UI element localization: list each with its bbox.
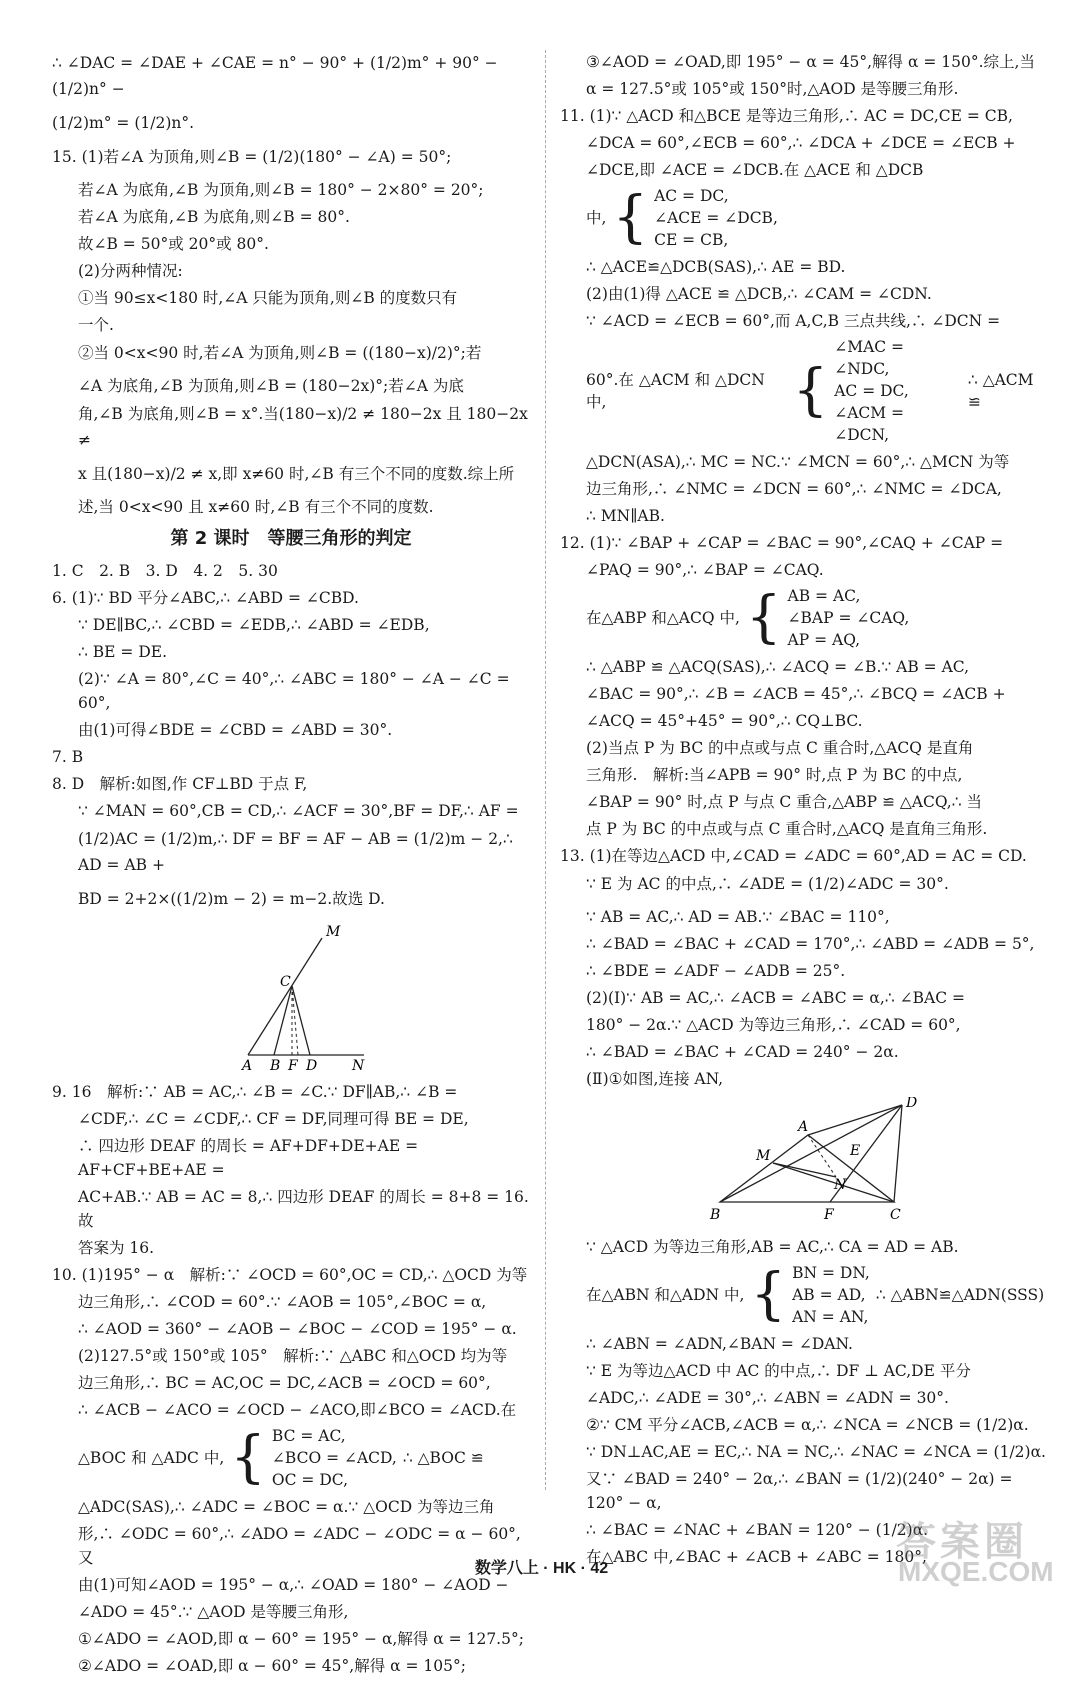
condition: AC = DC, (834, 382, 909, 400)
system-prefix: 60°.在 △ACM 和 △DCN 中, (586, 371, 765, 411)
right-block-1 (560, 50, 1050, 182)
text-line: ③∠AOD = ∠OAD,即 195° − α = 45°,解得 α = 150°.综上,当 (586, 53, 1035, 71)
text-line: △DCN(ASA),∴ MC = NC.∵ ∠MCN = 60°,∴ △MCN 为等 (586, 453, 1010, 471)
text-line: ∴ MN∥AB. (586, 507, 665, 525)
label-e: E (850, 1143, 861, 1159)
figure-angle-mcn (52, 920, 530, 1070)
text-line: ∵ ∠ACD = ∠ECB = 60°,而 A,C,B 三点共线,∴ ∠DCN = (586, 312, 1001, 330)
left-block-3 (52, 1080, 530, 1422)
text-line: (2)分两种情况: (78, 262, 183, 280)
right-block-4 (560, 655, 1050, 1091)
condition: AB = AC, (787, 587, 861, 605)
text-line: 边三角形,∴ BC = AC,OC = DC,∠ACB = ∠OCD = 60°, (78, 1374, 491, 1392)
text-line: 又∵ ∠BAD = 240° − 2α,∴ ∠BAN = (1/2)(240° − 2α) = 120° − α, (586, 1470, 1018, 1512)
text-line: ∴ 四边形 DEAF 的周长 = AF+DF+DE+AE = AF+CF+BE+AE = (78, 1137, 424, 1179)
label-n: N (352, 1058, 365, 1070)
text-line: 1. C 2. B 3. D 4. 2 5. 30 (52, 562, 278, 580)
equation-system-3 (560, 336, 1050, 446)
text-line: 8. D 解析:如图,作 CF⊥BD 于点 F, (52, 775, 308, 793)
condition: AN = AN, (792, 1308, 869, 1326)
text-line: △ADC(SAS),∴ ∠ADC = ∠BOC = α.∵ △OCD 为等边三角 (78, 1498, 495, 1516)
brace-icon: { (745, 585, 782, 650)
text-line: 10. (1)195° − α 解析:∵ ∠OCD = 60°,OC = CD,∴ △OCD 为等 (52, 1266, 528, 1284)
watermark-text: 答案圈 (896, 1519, 1028, 1565)
condition: OC = DC, (271, 1471, 348, 1489)
text-line: ∴ ∠DAC = ∠DAE + ∠CAE = n° − 90° + (1/2)m° + 90° − (1/2)n° − (52, 54, 503, 98)
text-line: 由(1)可得∠BDE = ∠CBD = ∠ABD = 30°. (78, 721, 393, 739)
text-line: 边三角形,∴ ∠COD = 60°.∵ ∠AOB = 105°,∠BOC = α, (78, 1293, 487, 1311)
text-line: (1/2)m° = (1/2)n°. (52, 114, 195, 132)
watermark-url: MXQE.COM (898, 1556, 1054, 1587)
column-divider (545, 50, 546, 1490)
text-line: ∠BAP = 90° 时,点 P 与点 C 重合,△ABP ≌ △ACQ,∴ 当 (586, 793, 982, 811)
brace-icon: { (230, 1425, 266, 1490)
text-line: 述,当 0<x<90 且 x≠60 时,∠B 有三个不同的度数. (78, 498, 434, 516)
label-d: D (306, 1058, 318, 1070)
text-line: ①∠ADO = ∠AOD,即 α − 60° = 195° − α,解得 α = 127.5°; (78, 1630, 524, 1648)
condition: CE = CB, (654, 231, 729, 249)
label-m: M (326, 924, 341, 940)
text-line: ∵ DN⊥AC,AE = EC,∴ NA = NC,∴ ∠NAC = ∠NCA = (1/2)α. (586, 1443, 1046, 1461)
text-line: 若∠A 为底角,∠B 为底角,则∠B = 80°. (78, 208, 350, 226)
text-line: ∴ ∠BAC = ∠NAC + ∠BAN = 120° − (1/2)α. (586, 1521, 929, 1539)
text-line: ②∵ CM 平分∠ACB,∠ACB = α,∴ ∠NCA = ∠NCB = (1/2)α. (586, 1416, 1029, 1434)
text-line: ∠A 为底角,∠B 为顶角,则∠B = (180−2x)°;若∠A 为底 (78, 377, 464, 395)
text-line: 12. (1)∵ ∠BAP + ∠CAP = ∠BAC = 90°,∠CAQ + ∠CAP = (560, 534, 1004, 552)
section-title: 第 2 课时 等腰三角形的判定 (170, 528, 412, 549)
text-line: ②∠ADO = ∠OAD,即 α − 60° = 45°,解得 α = 105°; (78, 1657, 466, 1675)
text-line: (2)127.5°或 150°或 105° 解析:∵ △ABC 和△OCD 均为等 (78, 1347, 508, 1365)
text-line: 边三角形,∴ ∠NMC = ∠DCN = 60°,∴ ∠NMC = ∠DCA, (586, 480, 1002, 498)
text-line: ∴ ∠BAD = ∠BAC + ∠CAD = 240° − 2α. (586, 1043, 899, 1061)
text-line: 13. (1)在等边△ACD 中,∠CAD = ∠ADC = 60°,AD = AC = CD. (560, 847, 1027, 865)
condition: AP = AQ, (787, 631, 861, 649)
system-suffix: ∴ △ABN≌△ADN(SSS) (875, 1286, 1045, 1304)
equation-system-4 (560, 585, 1050, 651)
system-prefix: △BOC 和 △ADC 中, (78, 1449, 225, 1467)
condition: BC = AC, (271, 1427, 346, 1445)
text-line: (2)由(1)得 △ACE ≌ △DCB,∴ ∠CAM = ∠CDN. (586, 285, 932, 303)
text-line: 角,∠B 为底角,则∠B = x°.当(180−x)/2 ≠ 180−2x 且 180−2x ≠ (78, 405, 533, 449)
text-line: ②当 0<x<90 时,若∠A 为顶角,则∠B = ((180−x)/2)°;若 (78, 344, 482, 362)
text-line: 由(1)可知∠AOD = 195° − α,∴ ∠OAD = 180° − ∠AOD − (78, 1576, 509, 1594)
system-prefix: 在△ABP 和△ACQ 中, (586, 609, 740, 627)
text-line: ∵ ∠MAN = 60°,CB = CD,∴ ∠ACF = 30°,BF = DF,∴ AF = (78, 802, 519, 820)
system-suffix: ∴ △ACM ≌ (967, 371, 1034, 411)
system-conditions (272, 1425, 397, 1491)
text-line: 故∠B = 50°或 20°或 80°. (78, 235, 269, 253)
text-line: ∠ACQ = 45°+45° = 90°,∴ CQ⊥BC. (586, 712, 863, 730)
left-block-2 (52, 559, 530, 912)
text-line: 6. (1)∵ BD 平分∠ABC,∴ ∠ABD = ∠CBD. (52, 589, 359, 607)
system-prefix: 在△ABN 和△ADN 中, (586, 1286, 745, 1304)
text-line: 15. (1)若∠A 为顶角,则∠B = (1/2)(180° − ∠A) = 50°; (52, 148, 452, 166)
label-c: C (890, 1207, 901, 1223)
condition: AB = AD, (792, 1286, 866, 1304)
text-line: ∠DCE,即 ∠ACE = ∠DCB.在 △ACE 和 △DCB (586, 161, 924, 179)
text-line: ∴ △ACE≌△DCB(SAS),∴ AE = BD. (586, 258, 846, 276)
text-line: ∵ △ACD 为等边三角形,AB = AC,∴ CA = AD = AB. (586, 1238, 959, 1256)
text-line: ∴ ∠BDE = ∠ADF − ∠ADB = 25°. (586, 962, 846, 980)
text-line: (2)(Ⅰ)∵ AB = AC,∴ ∠ACB = ∠ABC = α,∴ ∠BAC = (586, 989, 965, 1007)
label-b: B (270, 1058, 281, 1070)
figure-triangle-abc (560, 1097, 1050, 1225)
condition: ∠ACM = ∠DCN, (834, 404, 909, 444)
label-f: F (288, 1058, 298, 1070)
system-suffix: ∴ △BOC ≌ (402, 1449, 484, 1467)
text-line: ∠BAC = 90°,∴ ∠B = ∠ACB = 45°,∴ ∠BCQ = ∠ACB + (586, 685, 1006, 703)
left-column (52, 50, 533, 1681)
page-footer: 数学八上 · HK · 42 (474, 1560, 609, 1577)
text-line: 三角形. 解析:当∠APB = 90° 时,点 P 为 BC 的中点, (586, 766, 963, 784)
text-line: 180° − 2α.∵ △ACD 为等边三角形,∴ ∠CAD = 60°, (586, 1016, 961, 1034)
text-line: 形,∴ ∠ODC = 60°,∴ ∠ADO = ∠ADC − ∠ODC = α − 60°,又 (78, 1525, 521, 1567)
label-d: D (906, 1097, 918, 1111)
text-line: ∠ADO = 45°.∵ △AOD 是等腰三角形, (78, 1603, 349, 1621)
system-conditions (834, 336, 962, 446)
right-column (560, 50, 1050, 1572)
text-line: ∴ ∠BAD = ∠BAC + ∠CAD = 170°,∴ ∠ABD = ∠ADB = 5°, (586, 935, 1035, 953)
label-a: A (798, 1119, 809, 1135)
text-line: ∴ BE = DE. (78, 643, 168, 661)
text-line: (1/2)AC = (1/2)m,∴ DF = BF = AF − AB = (1/2)m − 2,∴ AD = AB + (78, 830, 518, 874)
text-line: AC+AB.∵ AB = AC = 8,∴ 四边形 DEAF 的周长 = 8+8 = 16.故 (78, 1188, 529, 1230)
equation-system-1 (52, 1425, 530, 1491)
text-line: ∵ AB = AC,∴ AD = AB.∵ ∠BAC = 110°, (586, 908, 890, 926)
label-n: N (834, 1177, 847, 1193)
text-line: ∠CDF,∴ ∠C = ∠CDF,∴ CF = DF,同理可得 BE = DE, (78, 1110, 469, 1128)
text-line: ∠DCA = 60°,∠ECB = 60°,∴ ∠DCA + ∠DCE = ∠ECB + (586, 134, 1016, 152)
text-line: ①当 90≤x<180 时,∠A 只能为顶角,则∠B 的度数只有 (78, 289, 458, 307)
text-line: ∵ E 为 AC 的中点,∴ ∠ADE = (1/2)∠ADC = 30°. (586, 875, 949, 893)
text-line: x 且(180−x)/2 ≠ x,即 x≠60 时,∠B 有三个不同的度数.综上所 (78, 465, 515, 483)
right-block-3 (560, 450, 1050, 582)
label-c: C (280, 974, 291, 990)
system-conditions (654, 185, 778, 251)
text-line: 答案为 16. (78, 1239, 155, 1257)
text-line: 点 P 为 BC 的中点或与点 C 重合时,△ACQ 是直角三角形. (586, 820, 988, 838)
text-line: ∠ADC,∴ ∠ADE = 30°,∴ ∠ABN = ∠ADN = 30°. (586, 1389, 949, 1407)
text-line: ∵ E 为等边△ACD 中 AC 的中点,∴ DF ⊥ AC,DE 平分 (586, 1362, 971, 1380)
text-line: 若∠A 为底角,∠B 为顶角,则∠B = 180° − 2×80° = 20°; (78, 181, 484, 199)
text-line: (2)∵ ∠A = 80°,∠C = 40°,∴ ∠ABC = 180° − ∠A − ∠C = 60°, (78, 670, 515, 712)
label-b: B (710, 1207, 721, 1223)
text-line: ∠PAQ = 90°,∴ ∠BAP = ∠CAQ. (586, 561, 824, 579)
condition: AC = DC, (654, 187, 729, 205)
text-line: ∴ ∠ACB − ∠ACO = ∠OCD − ∠ACO,即∠BCO = ∠ACD.在 (78, 1401, 517, 1419)
system-conditions (792, 1262, 870, 1328)
left-block-1 (52, 50, 533, 519)
equation-system-5 (560, 1262, 1050, 1328)
text-line: (Ⅱ)①如图,连接 AN, (586, 1070, 724, 1088)
label-m: M (756, 1148, 771, 1164)
right-block-5 (560, 1235, 1050, 1259)
text-line: ∴ ∠AOD = 360° − ∠AOB − ∠BOC − ∠COD = 195° − α. (78, 1320, 517, 1338)
brace-icon: { (792, 358, 829, 423)
label-f: F (824, 1207, 834, 1223)
left-block-4 (52, 1495, 530, 1678)
text-line: 7. B (52, 748, 84, 766)
condition: BN = DN, (792, 1264, 870, 1282)
brace-icon: { (750, 1262, 787, 1327)
text-line: ∵ DE∥BC,∴ ∠CBD = ∠EDB,∴ ∠ABD = ∠EDB, (78, 616, 430, 634)
text-line: BD = 2+2×((1/2)m − 2) = m−2.故选 D. (78, 890, 385, 908)
right-block-2 (560, 255, 1050, 333)
watermark (886, 1510, 1061, 1590)
text-line: (2)当点 P 为 BC 的中点或与点 C 重合时,△ACQ 是直角 (586, 739, 974, 757)
condition: ∠ACE = ∠DCB, (654, 209, 778, 227)
brace-icon: { (612, 185, 649, 250)
equation-system-2 (560, 185, 1050, 251)
label-a: A (242, 1058, 253, 1070)
text-line: α = 127.5°或 105°或 150°时,△AOD 是等腰三角形. (586, 80, 959, 98)
text-line: 在△ABC 中,∠BAC + ∠ACB + ∠ABC = 180°, (586, 1548, 927, 1566)
text-line: ∴ ∠ABN = ∠ADN,∠BAN = ∠DAN. (586, 1335, 853, 1353)
text-line: 11. (1)∵ △ACD 和△BCE 是等边三角形,∴ AC = DC,CE = CB, (560, 107, 1013, 125)
system-prefix: 中, (586, 209, 607, 227)
condition: ∠BAP = ∠CAQ, (787, 609, 910, 627)
condition: ∠MAC = ∠NDC, (834, 338, 909, 378)
text-line: 9. 16 解析:∵ AB = AC,∴ ∠B = ∠C.∵ DF∥AB,∴ ∠B = (52, 1083, 458, 1101)
condition: ∠BCO = ∠ACD, (271, 1449, 397, 1467)
text-line: 一个. (78, 316, 114, 334)
text-line: ∴ △ABP ≌ △ACQ(SAS),∴ ∠ACQ = ∠B.∵ AB = AC, (586, 658, 970, 676)
system-conditions (788, 585, 910, 651)
